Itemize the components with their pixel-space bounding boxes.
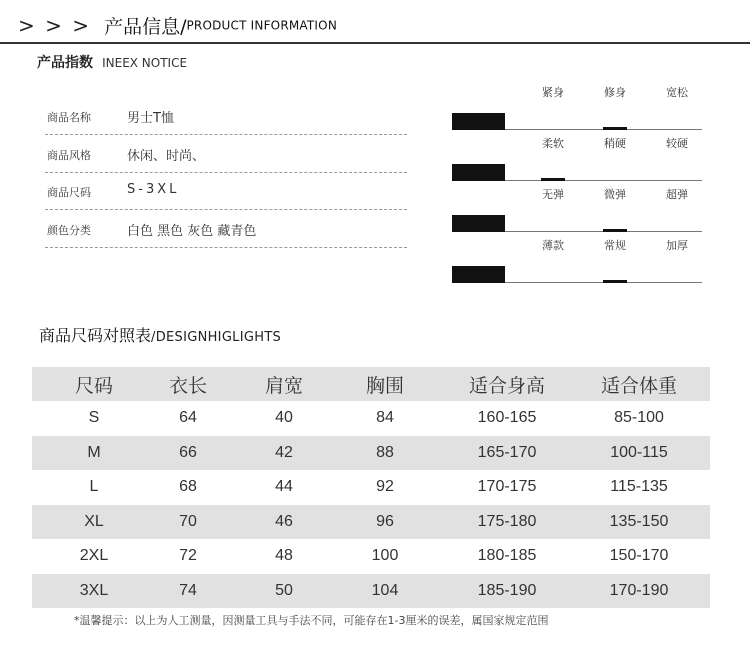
scale-selected-marker — [603, 229, 627, 232]
table-cell: 44 — [275, 478, 293, 496]
table-cell: 115-135 — [610, 478, 668, 496]
scale-option: 较硬 — [666, 137, 688, 150]
header-title-cn: 产品信息/ — [104, 16, 187, 38]
size-chart-title-cn: 商品尺码对照表 — [39, 326, 152, 345]
info-row-size — [45, 181, 407, 210]
scale-selected-marker — [541, 178, 565, 181]
header-cell: 胸围 — [365, 374, 405, 397]
table-cell: 150-170 — [609, 547, 669, 565]
table-cell: 180-185 — [477, 547, 537, 565]
scale-block — [452, 266, 505, 283]
scale-selected-marker — [603, 280, 627, 283]
table-cell: 64 — [179, 409, 197, 427]
header-cell: 尺码 — [74, 374, 114, 397]
scale-baseline — [505, 180, 702, 181]
scale-option: 常规 — [604, 239, 626, 252]
scale-option: 稍硬 — [604, 137, 626, 150]
scale-option: 薄款 — [542, 239, 564, 252]
info-value: S-3XL — [127, 182, 180, 197]
scale-selected-marker — [603, 127, 627, 130]
table-cell: 170-175 — [477, 478, 537, 496]
elasticity-scale — [452, 184, 702, 234]
table-cell: XL — [84, 512, 104, 530]
scale-option: 柔软 — [542, 137, 564, 150]
table-row — [32, 505, 710, 540]
table-cell: M — [87, 443, 101, 461]
scale-option: 加厚 — [666, 239, 688, 252]
table-cell: 170-190 — [609, 581, 669, 599]
table-cell: 2XL — [79, 547, 109, 565]
table-cell: 68 — [179, 478, 197, 496]
table-cell: 85-100 — [614, 409, 664, 427]
table-cell: 185-190 — [477, 581, 537, 599]
info-row-color — [45, 219, 407, 248]
notice-title-en: INEEX NOTICE — [102, 56, 188, 70]
table-cell: 92 — [376, 478, 394, 496]
header-divider — [0, 42, 750, 44]
table-cell: 135-150 — [609, 512, 669, 530]
info-value: 白色 黑色 灰色 藏青色 — [127, 224, 257, 239]
info-label: 商品尺码 — [47, 186, 91, 199]
scale-option: 紧身 — [542, 86, 564, 99]
header-cell: 适合身高 — [468, 374, 546, 397]
info-row-name — [45, 106, 407, 135]
table-cell: 48 — [275, 547, 293, 565]
table-cell: 50 — [275, 581, 293, 599]
info-label: 颜色分类 — [47, 224, 91, 237]
measurement-note: *温馨提示：以上为人工测量，因测量工具与手法不同，可能存在1-3厘米的误差，属国家规定范围 — [74, 614, 549, 627]
scale-option: 微弹 — [604, 188, 626, 201]
table-cell: 70 — [179, 512, 197, 530]
fit-scale — [452, 82, 702, 132]
table-row — [32, 401, 710, 436]
table-cell: 46 — [275, 512, 293, 530]
header-cell: 衣长 — [168, 374, 208, 397]
table-row — [32, 470, 710, 505]
table-cell: 165-170 — [477, 443, 537, 461]
table-cell: 84 — [376, 409, 394, 427]
scale-block — [452, 113, 505, 130]
header-cell: 肩宽 — [264, 374, 304, 397]
softness-scale — [452, 133, 702, 183]
table-cell: L — [89, 478, 99, 496]
header-arrows: > > > — [18, 13, 91, 38]
scale-option: 宽松 — [666, 86, 688, 99]
table-cell: 104 — [371, 581, 399, 599]
info-label: 商品风格 — [47, 149, 91, 162]
table-cell: 100-115 — [610, 443, 668, 461]
table-cell: 66 — [179, 443, 197, 461]
table-cell: 100 — [371, 547, 399, 565]
notice-heading — [37, 52, 187, 72]
info-value: 休闲、时尚、 — [127, 149, 206, 164]
info-label: 商品名称 — [47, 111, 91, 124]
table-cell: 160-165 — [477, 409, 537, 427]
table-header-row — [32, 367, 710, 401]
header-cell: 适合体重 — [600, 374, 678, 397]
info-row-style — [45, 144, 407, 173]
table-cell: 88 — [376, 443, 394, 461]
table-cell: 40 — [275, 409, 293, 427]
thickness-scale — [452, 235, 702, 285]
table-cell: 74 — [179, 581, 197, 599]
table-cell: 96 — [376, 512, 394, 530]
table-row — [32, 574, 710, 609]
table-row — [32, 539, 710, 574]
section-header — [18, 12, 337, 39]
table-cell: 42 — [275, 443, 293, 461]
scale-option: 修身 — [604, 86, 626, 99]
notice-title-cn: 产品指数 — [37, 55, 93, 71]
table-row — [32, 436, 710, 471]
scale-block — [452, 215, 505, 232]
size-table — [32, 367, 710, 608]
table-cell: S — [88, 409, 100, 427]
scale-option: 无弹 — [542, 188, 564, 201]
table-cell: 175-180 — [477, 512, 537, 530]
scale-option: 超弹 — [666, 188, 688, 201]
info-value: 男士T恤 — [127, 111, 174, 126]
table-cell: 3XL — [79, 581, 109, 599]
size-chart-title-en: /DESIGNHIGLIGHTS — [151, 330, 282, 345]
size-chart-title — [39, 323, 281, 346]
header-title-en: PRODUCT INFORMATION — [186, 18, 337, 33]
table-cell: 72 — [179, 547, 197, 565]
scale-block — [452, 164, 505, 181]
